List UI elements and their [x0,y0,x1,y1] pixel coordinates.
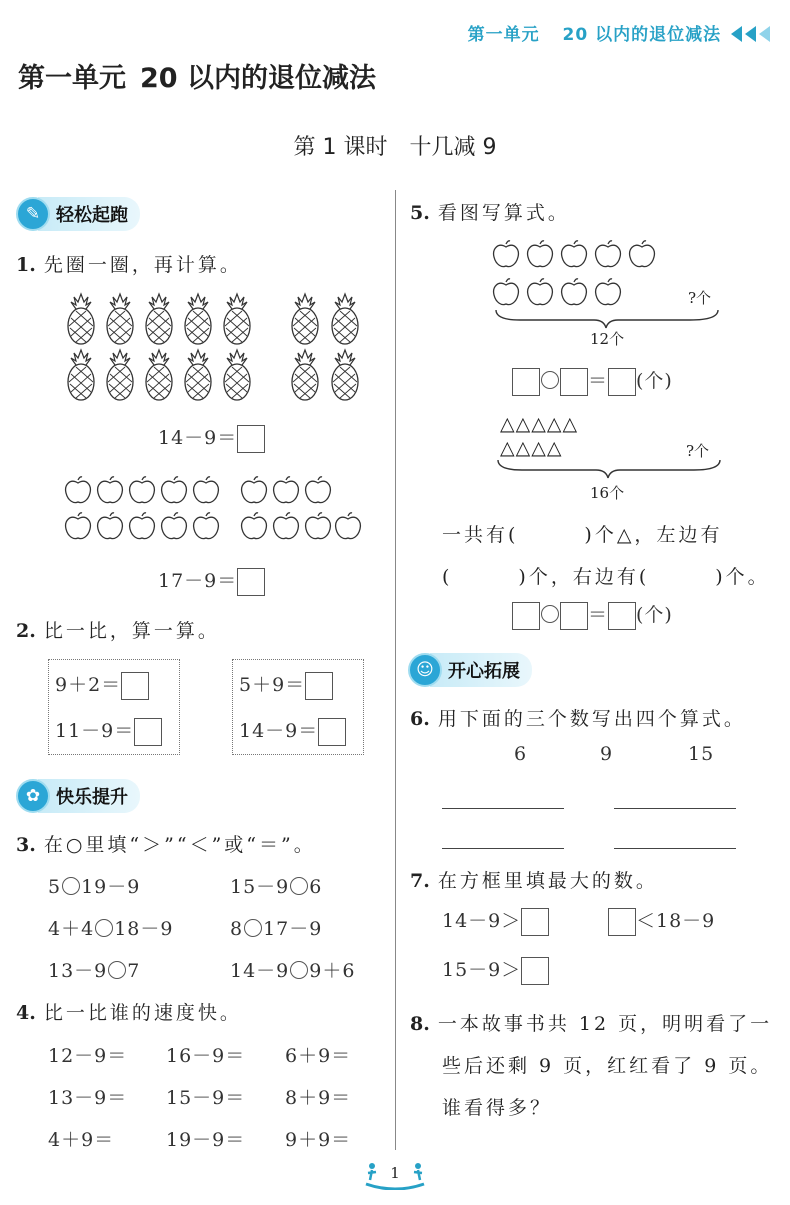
compare-circle[interactable] [108,961,126,979]
operator-circle[interactable] [541,371,559,389]
compare-circle[interactable] [290,877,308,895]
q4-item: 13－9＝ [48,1087,128,1109]
running-header [468,20,770,45]
q5-formula-1: ＝ (个) [512,366,673,396]
dolphin-icon: ☺ [408,653,442,687]
compare-circle[interactable] [290,961,308,979]
q5-fill-line-1: 一共有( )个△，左边有 [442,524,723,546]
q3-row-1b: 15－9 6 [230,876,323,898]
compare-circle[interactable] [62,877,80,895]
runner-icon: ✎ [16,197,50,231]
answer-line[interactable] [614,808,736,809]
q3-row-2a: 4＋4 18－9 [48,918,174,940]
q4-item: 4＋9＝ [48,1129,115,1151]
answer-box[interactable] [305,672,333,700]
triangle-icon [731,26,742,42]
answer-box[interactable] [512,602,540,630]
question-2: 2. 比一比，算一算。 [16,620,220,642]
q1-equation-2: 17－9＝ [158,566,265,596]
question-7: 7. 在方框里填最大的数。 [410,870,658,892]
pineapple-group-left [68,294,250,400]
q1-equation-1: 14－9＝ [158,423,265,453]
q4-item: 8＋9＝ [285,1087,352,1109]
q6-number: 9 [600,743,614,765]
answer-box[interactable] [608,908,636,936]
unit-title: 第一单元 20 以内的退位减法 [18,63,376,94]
q5-tri-total: 16个 [590,484,625,502]
q5-triangles: △△△△△ △△△△ [500,413,579,459]
lesson-title: 第 1 课时 十几减 9 [293,135,497,160]
section-header-2: ✿ 快乐提升 [16,778,140,814]
answer-box[interactable] [521,957,549,985]
column-divider [395,190,396,1150]
compare-circle[interactable] [244,919,262,937]
q4-item: 6＋9＝ [285,1045,352,1067]
answer-box[interactable] [608,602,636,630]
answer-box[interactable] [318,718,346,746]
q6-number: 15 [688,743,715,765]
q7-item-c: 15－9＞ [442,955,549,985]
question-3: 3. 在○里填“＞”“＜”或“＝”。 [16,834,316,856]
answer-box[interactable] [608,368,636,396]
q6-number: 6 [514,743,528,765]
question-5: 5. 看图写算式。 [410,202,570,224]
pineapple-group-right [292,294,358,400]
q3-row-1a: 5 19－9 [48,876,141,898]
q7-item-a: 14－9＞ [442,906,549,936]
q4-item: 9＋9＝ [285,1129,352,1151]
q5-apple-total: 12个 [590,330,625,348]
answer-line[interactable] [442,808,564,809]
answer-line[interactable] [442,848,564,849]
triangle-icon [745,26,756,42]
answer-box[interactable] [237,425,265,453]
q2-right-box: 5＋9＝ 14－9＝ [232,659,364,755]
q3-row-3b: 14－9 9＋6 [230,960,356,982]
q4-item: 12－9＝ [48,1045,128,1067]
triangle-icon [759,26,770,42]
question-1: 1. 先圈一圈，再计算。 [16,254,242,276]
question-6: 6. 用下面的三个数写出四个算式。 [410,708,746,730]
pineapple-illustration [60,292,370,404]
q3-row-3a: 13－9 7 [48,960,141,982]
answer-box[interactable] [560,602,588,630]
q4-item: 15－9＝ [166,1087,246,1109]
q4-item: 19－9＝ [166,1129,246,1151]
q2-left-box: 9＋2＝ 11－9＝ [48,659,180,755]
q7-item-b: ＜18－9 [608,906,715,936]
q5-fill-line-2: ( )个，右边有( )个。 [442,566,770,588]
answer-box[interactable] [237,568,265,596]
header-topic: 20 以内的退位减法 [562,25,722,45]
q4-item: 16－9＝ [166,1045,246,1067]
answer-box[interactable] [121,672,149,700]
answer-box[interactable] [560,368,588,396]
q5-tri-brace [494,458,726,484]
answer-line[interactable] [614,848,736,849]
header-unit: 第一单元 [467,25,540,45]
q3-row-2b: 8 17－9 [230,918,323,940]
operator-circle[interactable] [541,605,559,623]
compare-circle[interactable] [95,919,113,937]
q5-formula-2: ＝ (个) [512,600,673,630]
answer-box[interactable] [134,718,162,746]
question-8: 8. 一本故事书共 12 页，明明看了一 些后还剩 9 页，红红看了 9 页。 谁看得多？ [410,1013,773,1119]
section-header-3: ☺ 开心拓展 [408,652,532,688]
question-4: 4. 比一比谁的速度快。 [16,1002,242,1024]
section-header-1: ✎ 轻松起跑 [16,196,140,232]
q5-tri-unknown: ?个 [686,442,710,460]
apple-illustration [64,474,364,544]
q5-apple-unknown: ?个 [688,289,712,307]
answer-box[interactable] [521,908,549,936]
page-number: 1 [390,1164,400,1182]
answer-box[interactable] [512,368,540,396]
cake-icon: ✿ [16,779,50,813]
